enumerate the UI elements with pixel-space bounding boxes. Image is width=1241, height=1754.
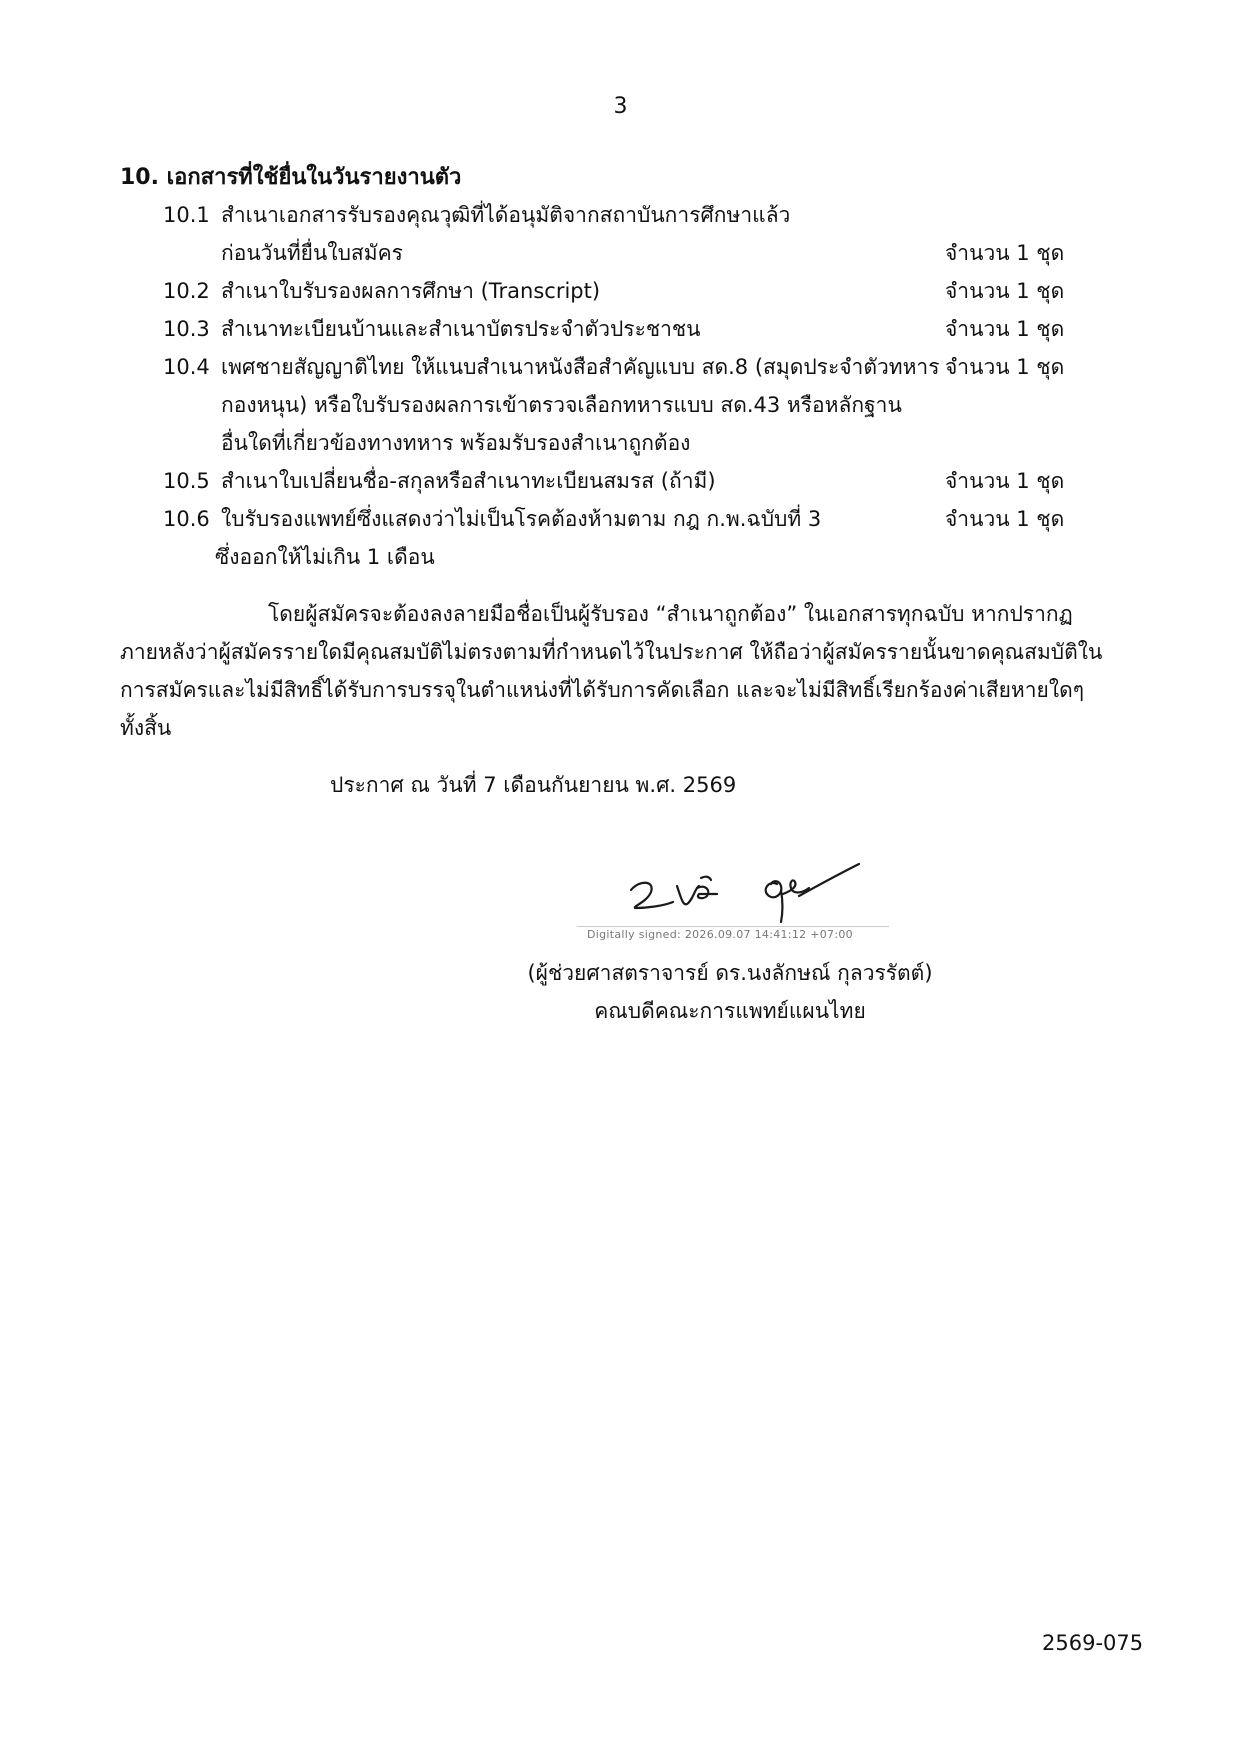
paragraph-line: ภายหลังว่าผู้สมัครรายใดมีคุณสมบัติไม่ตรงตามที่กำหนดไว้ในประกาศ ให้ถือว่าผู้สมัครรายนั้นขาดคุณสมบัติใน	[120, 640, 1103, 664]
item-quantity: จำนวน 1 ชุด	[945, 507, 1065, 531]
document-code: 2569-075	[1042, 1631, 1144, 1655]
item-text: สำเนาเอกสารรับรองคุณวุฒิที่ได้อนุมัติจากสถาบันการศึกษาแล้ว	[221, 203, 791, 227]
section-heading: 10. เอกสารที่ใช้ยื่นในวันรายงานตัว	[120, 165, 462, 190]
item-number: 10.1	[163, 203, 210, 227]
item-text: อื่นใดที่เกี่ยวข้องทางทหาร พร้อมรับรองสำเนาถูกต้อง	[221, 431, 691, 455]
item-text: กองหนุน) หรือใบรับรองผลการเข้าตรวจเลือกทหารแบบ สด.43 หรือหลักฐาน	[221, 393, 902, 417]
digital-signature-stamp: Digitally signed: 2026.09.07 14:41:12 +07:00	[587, 928, 853, 941]
item-text: สำเนาใบรับรองผลการศึกษา (Transcript)	[221, 279, 601, 303]
signatory-position: คณบดีคณะการแพทย์แผนไทย	[594, 999, 866, 1023]
item-quantity: จำนวน 1 ชุด	[945, 317, 1065, 341]
item-text: สำเนาทะเบียนบ้านและสำเนาบัตรประจำตัวประชาชน	[221, 317, 701, 341]
paragraph-line: โดยผู้สมัครจะต้องลงลายมือชื่อเป็นผู้รับรอง “สำเนาถูกต้อง” ในเอกสารทุกฉบับ หากปรากฏ	[268, 602, 1073, 626]
item-text: สำเนาใบเปลี่ยนชื่อ-สกุลหรือสำเนาทะเบียนสมรส (ถ้ามี)	[221, 469, 716, 493]
announcement-date: ประกาศ ณ วันที่ 7 เดือนกันยายน พ.ศ. 2569	[330, 773, 737, 797]
closing-paragraph	[120, 595, 1120, 747]
paragraph-line: ทั้งสิ้น	[120, 716, 172, 740]
item-text: เพศชายสัญญาติไทย ให้แนบสำเนาหนังสือสำคัญแบบ สด.8 (สมุดประจำตัวทหาร	[221, 355, 940, 379]
item-number: 10.3	[163, 317, 210, 341]
item-text: ก่อนวันที่ยื่นใบสมัคร	[221, 241, 403, 265]
item-number: 10.5	[163, 469, 210, 493]
item-quantity: จำนวน 1 ชุด	[945, 279, 1065, 303]
paragraph-line: การสมัครและไม่มีสิทธิ์ได้รับการบรรจุในตำแหน่งที่ได้รับการคัดเลือก และจะไม่มีสิทธิ์เรียกร้องค่าเสียหายใดๆ	[120, 678, 1085, 702]
page-number: 3	[613, 94, 628, 119]
item-number: 10.2	[163, 279, 210, 303]
item-quantity: จำนวน 1 ชุด	[945, 241, 1065, 265]
item-text: ใบรับรองแพทย์ซึ่งแสดงว่าไม่เป็นโรคต้องห้ามตาม กฎ ก.พ.ฉบับที่ 3	[221, 507, 822, 531]
item-quantity: จำนวน 1 ชุด	[945, 469, 1065, 493]
signature-divider	[577, 926, 889, 927]
item-number: 10.4	[163, 355, 210, 379]
item-number: 10.6	[163, 507, 210, 531]
item-quantity: จำนวน 1 ชุด	[945, 355, 1065, 379]
signatory-name: (ผู้ช่วยศาสตราจารย์ ดร.นงลักษณ์ กุลวรรัตต์)	[527, 961, 933, 985]
item-text: ซึ่งออกให้ไม่เกิน 1 เดือน	[215, 545, 435, 569]
